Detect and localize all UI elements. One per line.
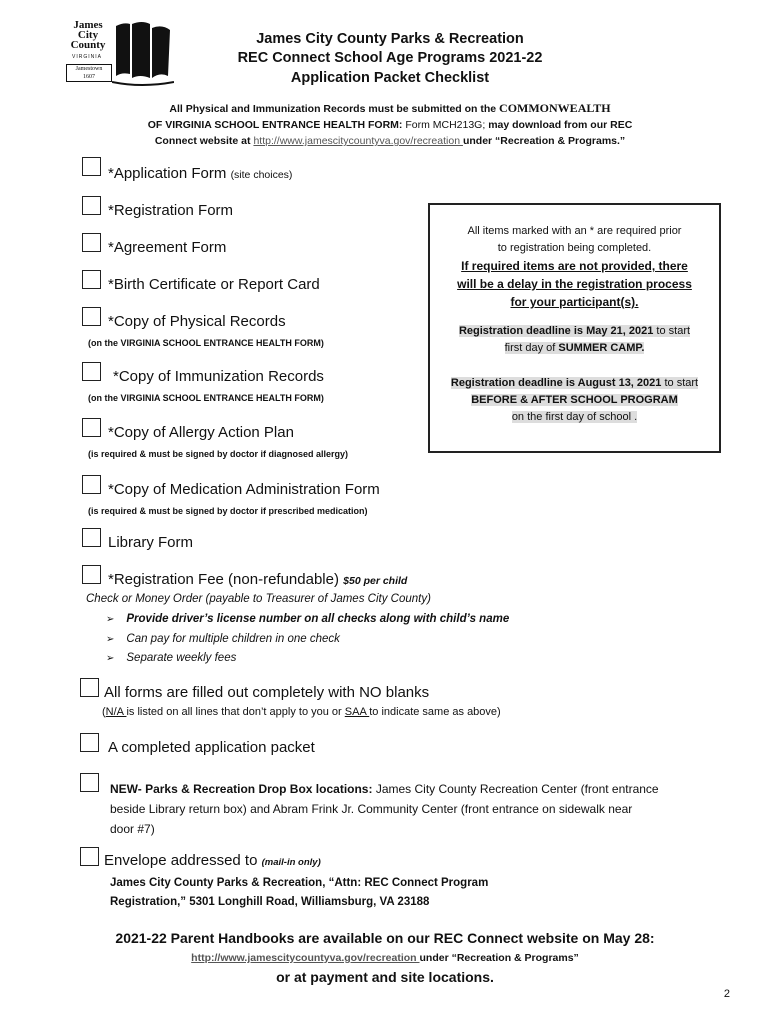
item-extra: (site choices): [230, 169, 293, 181]
checkbox-registration-fee[interactable]: [82, 565, 101, 584]
logo-county-name: [64, 20, 112, 50]
intro-text-part: under “Recreation & Programs.”: [462, 135, 626, 147]
note-physical-records: (on the VIRGINIA SCHOOL ENTRANCE HEALTH FORM): [88, 338, 324, 348]
note-payment-method: Check or Money Order (payable to Treasurer of James City County): [86, 593, 431, 605]
item-extra: (mail-in only): [261, 857, 321, 868]
box-text: on the first day of school .: [511, 411, 638, 423]
note-allergy-plan: (is required & must be signed by doctor if diagnosed allergy): [88, 449, 349, 459]
mailing-address: [110, 874, 488, 912]
logo-line: County: [70, 39, 106, 51]
checkbox-drop-box[interactable]: [80, 773, 99, 792]
title-line-1: James City County Parks & Recreation: [256, 31, 524, 47]
box-text: SUMMER CAMP.: [558, 342, 645, 354]
logo-line: Jamestown: [75, 66, 103, 72]
item-envelope: [104, 852, 321, 869]
item-immunization-records: *Copy of Immunization Records: [113, 368, 324, 385]
logo-state: VIRGINIA: [72, 54, 102, 60]
checkbox-physical-records[interactable]: [82, 307, 101, 326]
page-number: 2: [723, 988, 730, 1000]
ships-icon: [112, 18, 174, 88]
logo-line: James: [73, 19, 103, 31]
handbook-link-after: under “Recreation & Programs”: [419, 952, 579, 964]
handbook-headline: 2021-22 Parent Handbooks are available on our REC Connect website on May 28:: [115, 930, 655, 946]
fee-bullet-list: [106, 610, 509, 669]
recreation-link[interactable]: http://www.jamescitycountyva.gov/recreation: [253, 135, 463, 147]
checkbox-birth-certificate[interactable]: [82, 270, 101, 289]
note-forms-complete: [102, 706, 501, 718]
checkbox-immunization-records[interactable]: [82, 362, 101, 381]
bullet-item: ➢ Provide driver’s license number on all checks along with child’s name: [106, 610, 509, 630]
handbook-link-line: [0, 952, 770, 964]
box-text: BEFORE & AFTER SCHOOL PROGRAM: [471, 394, 678, 406]
logo-line: City: [77, 29, 99, 41]
county-logo: [64, 18, 174, 100]
intro-text-part: Form MCH213G;: [402, 119, 489, 131]
note-part: N/A: [105, 706, 127, 718]
checkbox-allergy-plan[interactable]: [82, 418, 101, 437]
handbook-last-line: or at payment and site locations.: [276, 969, 494, 985]
intro-text-part: OF VIRGINIA SCHOOL ENTRANCE HEALTH FORM:: [147, 119, 403, 131]
intro-text-part: Connect website at: [154, 135, 254, 147]
item-label: *Registration Fee (non-refundable): [108, 571, 344, 588]
note-medication-form: (is required & must be signed by doctor if prescribed medication): [88, 506, 368, 516]
item-forms-complete: All forms are filled out completely with NO blanks: [104, 684, 430, 701]
box-text: All items marked with an * are required prior: [467, 225, 682, 237]
checkbox-application-form[interactable]: [82, 157, 101, 176]
box-text: to start: [653, 325, 691, 337]
note-immunization-records: (on the VIRGINIA SCHOOL ENTRANCE HEALTH FORM): [88, 393, 324, 403]
checkbox-library-form[interactable]: [82, 528, 101, 547]
item-label: *Application Form: [108, 165, 231, 182]
note-part: to indicate same as above): [369, 706, 501, 718]
intro-text-part: COMMONWEALTH: [499, 101, 611, 115]
checkbox-medication-form[interactable]: [82, 475, 101, 494]
logo-jamestown: [66, 64, 112, 82]
box-warning: for your participant(s).: [510, 295, 639, 309]
box-warning: will be a delay in the registration process: [457, 277, 692, 291]
logo-line: 1607: [83, 74, 95, 80]
item-physical-records: *Copy of Physical Records: [108, 313, 286, 330]
box-warning: If required items are not provided, there: [461, 259, 688, 273]
school-deadline: Registration deadline is August 13, 2021: [450, 377, 662, 389]
item-library-form: Library Form: [108, 534, 194, 551]
item-registration-fee: [108, 571, 407, 588]
note-part: is listed on all lines that don’t apply to you or: [126, 706, 345, 718]
handbook-link[interactable]: http://www.jamescitycountyva.gov/recreation: [191, 952, 420, 964]
drop-box-text: James City County Recreation Center (front entrance: [372, 782, 659, 796]
intro-text: [80, 100, 700, 149]
item-label: Envelope addressed to: [104, 852, 262, 869]
intro-text-part: may download from our REC: [488, 119, 633, 131]
box-text: to registration being completed.: [497, 242, 652, 254]
item-application-packet: A completed application packet: [108, 739, 315, 756]
address-line: James City County Parks & Recreation, “Attn: REC Connect Program: [110, 877, 489, 889]
box-text: first day of: [504, 342, 559, 354]
checkbox-agreement-form[interactable]: [82, 233, 101, 252]
item-birth-certificate: *Birth Certificate or Report Card: [108, 276, 320, 293]
address-line: Registration,” 5301 Longhill Road, Williamsburg, VA 23188: [110, 896, 430, 908]
bullet-item: ➢ Separate weekly fees: [106, 649, 509, 669]
item-drop-box: [110, 779, 730, 839]
checkbox-application-packet[interactable]: [80, 733, 99, 752]
drop-box-text: door #7): [110, 822, 155, 836]
item-application-form: [108, 165, 292, 182]
checkbox-envelope[interactable]: [80, 847, 99, 866]
drop-box-heading: NEW- Parks & Recreation Drop Box locations:: [110, 782, 373, 796]
page-title: Application Packet Checklist: [290, 70, 490, 86]
summer-deadline: Registration deadline is May 21, 2021: [458, 325, 654, 337]
title-line-2: REC Connect School Age Programs 2021-22: [237, 50, 543, 66]
note-part: (: [102, 706, 106, 718]
bullet-item: ➢ Can pay for multiple children in one check: [106, 630, 509, 650]
item-agreement-form: *Agreement Form: [108, 239, 227, 256]
note-part: SAA: [344, 706, 370, 718]
box-text: to start: [661, 377, 699, 389]
item-registration-form: *Registration Form: [108, 202, 234, 219]
item-medication-form: *Copy of Medication Administration Form: [108, 481, 380, 498]
checkbox-registration-form[interactable]: [82, 196, 101, 215]
checkbox-forms-complete[interactable]: [80, 678, 99, 697]
drop-box-text: beside Library return box) and Abram Frink Jr. Community Center (front entrance on sidewalk near: [110, 802, 633, 816]
intro-text-part: All Physical and Immunization Records must be submitted on the: [169, 103, 500, 115]
item-allergy-plan: *Copy of Allergy Action Plan: [108, 424, 294, 441]
requirements-box: [428, 203, 721, 453]
fee-amount: $50 per child: [343, 575, 408, 587]
